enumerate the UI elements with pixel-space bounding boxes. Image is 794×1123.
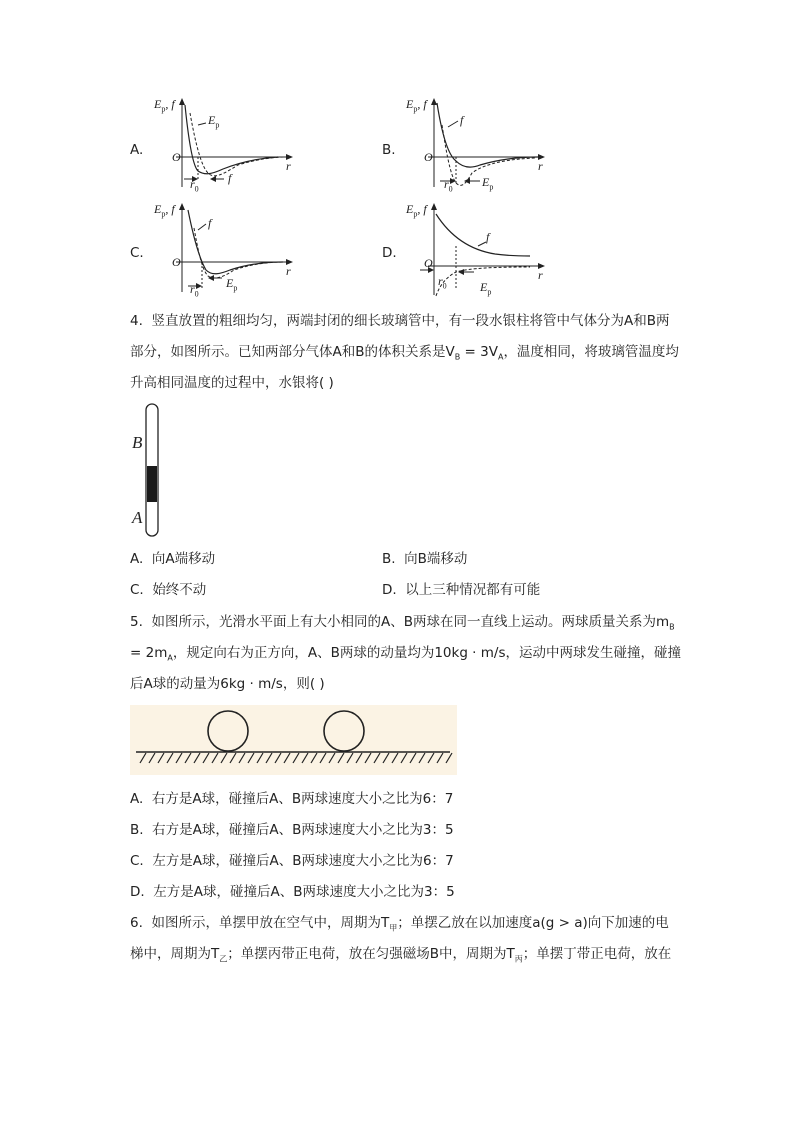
label-b: B (132, 433, 143, 452)
ground-hatch-line (311, 753, 317, 763)
ground-hatch-line (302, 753, 308, 763)
ground-hatch-line (275, 753, 281, 763)
ground-hatch-line (356, 753, 362, 763)
q6-line2: 梯中，周期为$T_乙$；单摆丙带正电荷，放在匀强磁场B中，周期为$T_丙$；单摆丁带正电荷，放在 (130, 946, 672, 964)
ground-hatch-line (293, 753, 299, 763)
q5-option-d[interactable]: D. 左方是A球，碰撞后A、B两球速度大小之比为3：5 (130, 884, 455, 900)
ground-hatch-line (401, 753, 407, 763)
ground-hatch-line (230, 753, 236, 763)
ground-hatch-line (203, 753, 209, 763)
q6-line1: 6. 如图所示，单摆甲放在空气中，周期为$T_甲$；单摆乙放在以加速度a(g > a)向下加速的电 (130, 915, 669, 933)
ground-hatch-line (392, 753, 398, 763)
ground-hatch-line (248, 753, 254, 763)
balls-figure (130, 705, 457, 775)
ground-hatch-line (212, 753, 218, 763)
ground-hatch-line (140, 753, 146, 763)
option-d-letter: D. (382, 245, 397, 261)
ground-hatch-line (320, 753, 326, 763)
option-b-letter: B. (382, 142, 396, 158)
ground-hatch-line (284, 753, 290, 763)
ground-hatch-line (446, 753, 452, 763)
q4-option-a[interactable]: A. 向A端移动 (130, 551, 216, 567)
ground-hatch-line (194, 753, 200, 763)
ground-hatch-line (428, 753, 434, 763)
glass-tube-figure (128, 400, 168, 540)
q5-option-b[interactable]: B. 右方是A球，碰撞后A、B两球速度大小之比为3：5 (130, 822, 454, 838)
ground-hatch-line (167, 753, 173, 763)
q5-line3: 后A球的动量为6kg · m/s，则( ) (130, 676, 325, 692)
ground-hatch-line (374, 753, 380, 763)
ground-hatch-line (383, 753, 389, 763)
ground-hatch-line (257, 753, 263, 763)
x-axis-label: r (286, 159, 291, 173)
ground-hatch-line (365, 753, 371, 763)
ground-hatch-line (185, 753, 191, 763)
ground-hatch-line (149, 753, 155, 763)
ground-hatch-line (176, 753, 182, 763)
q4-line3: 升高相同温度的过程中，水银将( ) (130, 375, 334, 391)
origin-label: O (172, 150, 181, 164)
graph-option-d: $E_p$, f O r f $E_p$ $r_0$ (400, 200, 550, 300)
ground-hatch-line (329, 753, 335, 763)
ground-hatch-line (158, 753, 164, 763)
ground-hatch-line (338, 753, 344, 763)
q5-line1: 5. 如图所示，光滑水平面上有大小相同的A、B两球在同一直线上运动。两球质量关系为$m_B$ (130, 614, 675, 632)
graph-option-a: $E_p$, f O r $E_p$ f $r_0$ (148, 95, 298, 195)
ground-hatch-line (347, 753, 353, 763)
ground-hatch-line (410, 753, 416, 763)
q4-line1: 4. 竖直放置的粗细均匀，两端封闭的细长玻璃管中，有一段水银柱将管中气体分为A和B两 (130, 313, 670, 329)
ground-hatch-line (239, 753, 245, 763)
q4-option-d[interactable]: D. 以上三种情况都有可能 (382, 582, 541, 598)
ground-hatch-line (419, 753, 425, 763)
q5-option-a[interactable]: A. 右方是A球，碰撞后A、B两球速度大小之比为6：7 (130, 791, 454, 807)
graph-option-c: $E_p$, f O r f $E_p$ $r_0$ (148, 200, 298, 300)
option-c-letter: C. (130, 245, 144, 261)
ground-hatch-line (437, 753, 443, 763)
label-a: A (132, 508, 143, 527)
q5-line2: = $2m_A$，规定向右为正方向，A、B两球的动量均为10kg · m/s，运动中两球发生碰撞，碰撞 (130, 645, 681, 663)
q5-option-c[interactable]: C. 左方是A球，碰撞后A、B两球速度大小之比为6：7 (130, 853, 454, 869)
graph-option-b: $E_p$, f O r f $E_p$ $r_0$ (400, 95, 550, 195)
q4-line2: 部分，如图所示。已知两部分气体A和B的体积关系是$V_B = 3V_A$，温度相同，将玻璃管温度均 (130, 344, 679, 362)
ground-hatch-line (221, 753, 227, 763)
q4-option-c[interactable]: C. 始终不动 (130, 582, 207, 598)
option-a-letter: A. (130, 142, 144, 158)
ground-hatch-line (266, 753, 272, 763)
q4-option-b[interactable]: B. 向B端移动 (382, 551, 468, 567)
